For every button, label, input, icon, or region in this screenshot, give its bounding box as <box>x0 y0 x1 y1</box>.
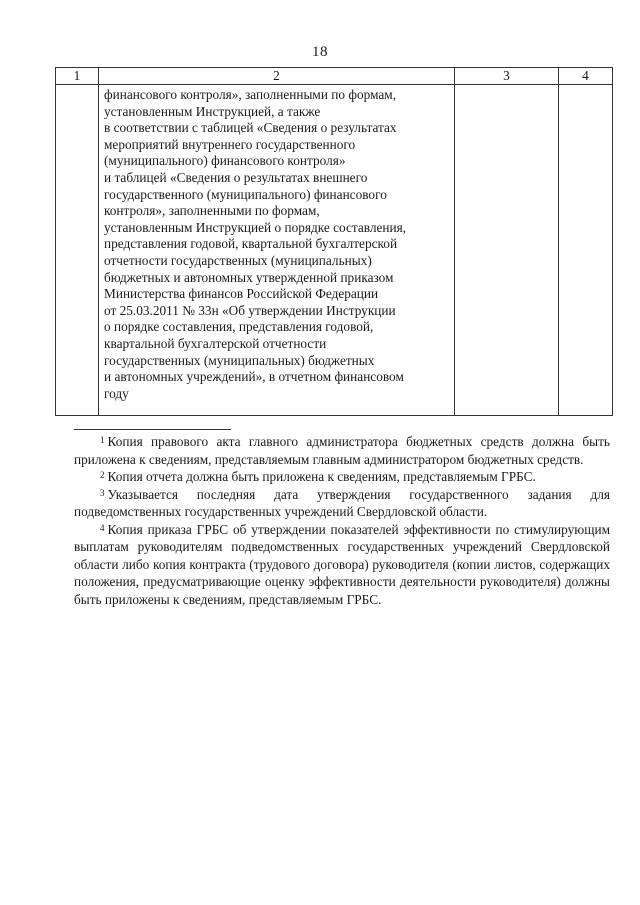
table-cell-col4 <box>559 85 613 416</box>
cell-text-block <box>99 85 454 402</box>
cell-line: государственного (муниципального) финансового <box>104 186 387 202</box>
cell-line: бюджетных и автономных утвержденной приказом <box>104 269 394 285</box>
footnote-text: Указывается последняя дата утверждения государственного задания для подведомственных государственных учреждений Свердловской области. <box>74 486 610 519</box>
footnote-1 <box>74 433 610 468</box>
cell-line: в соответствии с таблицей «Сведения о результатах <box>104 120 397 136</box>
cell-line: (муниципального) финансового контроля» <box>104 153 346 169</box>
cell-line: и автономных учреждений», в отчетном финансовом <box>104 369 404 385</box>
cell-line: году <box>104 385 129 401</box>
footnote-marker: 2 <box>100 470 105 480</box>
table-cell-col1 <box>56 85 99 416</box>
table-row <box>56 85 613 416</box>
cell-line: от 25.03.2011 № 33н «Об утверждении Инструкции <box>104 302 396 318</box>
cell-line: мероприятий внутреннего государственного <box>104 136 356 152</box>
column-header-3: 3 <box>455 68 559 85</box>
cell-line: представления годовой, квартальной бухгалтерской <box>104 236 398 252</box>
cell-line: Министерства финансов Российской Федерации <box>104 286 379 302</box>
cell-line: квартальной бухгалтерской отчетности <box>104 335 327 351</box>
footnote-marker: 4 <box>100 522 105 533</box>
data-table <box>55 67 613 416</box>
footnote-text: Копия отчета должна быть приложена к сведениям, представляемым ГРБС. <box>107 469 536 484</box>
footnote-3 <box>74 486 610 521</box>
column-header-1: 1 <box>56 68 99 85</box>
table-header-row <box>56 68 613 85</box>
table-cell-col3 <box>455 85 559 416</box>
footnote-2 <box>74 468 610 486</box>
footnote-marker: 1 <box>100 435 105 445</box>
cell-line: отчетности государственных (муниципальных) <box>104 252 372 268</box>
cell-line: государственных (муниципальных) бюджетных <box>104 352 375 368</box>
footnote-4 <box>74 521 610 609</box>
footnotes <box>74 433 610 608</box>
cell-line: финансового контроля», заполненными по формам, <box>104 87 397 102</box>
page-number: 18 <box>312 44 328 60</box>
footnote-marker: 3 <box>100 487 105 498</box>
cell-line: и таблицей «Сведения о результатах внешнего <box>104 169 368 185</box>
column-header-4: 4 <box>559 68 613 85</box>
cell-line: о порядке составления, представления годовой, <box>104 319 374 335</box>
cell-line: контроля», заполненными по формам, <box>104 203 320 219</box>
footnote-text: Копия правового акта главного администратора бюджетных средств должна быть приложена к сведениям, представляемым главным администратором бюджетных средств. <box>74 434 610 467</box>
cell-line: установленным Инструкцией, а также <box>104 103 321 119</box>
footnote-text: Копия приказа ГРБС об утверждении показателей эффективности по стимулирующим выплатам руководителям подведомственных государственных учреждений Свердловской области либо копия контракта (трудового договора) руководителя (копии листов, содержащих положения, предусматривающие оценку эффективности деятельности руководителя) должны быть приложены к сведениям, представляемым ГРБС. <box>74 521 610 607</box>
column-header-2: 2 <box>99 68 455 85</box>
footnote-separator <box>74 429 231 430</box>
cell-line: установленным Инструкцией о порядке составления, <box>104 219 407 235</box>
table-cell-col2 <box>99 85 455 416</box>
